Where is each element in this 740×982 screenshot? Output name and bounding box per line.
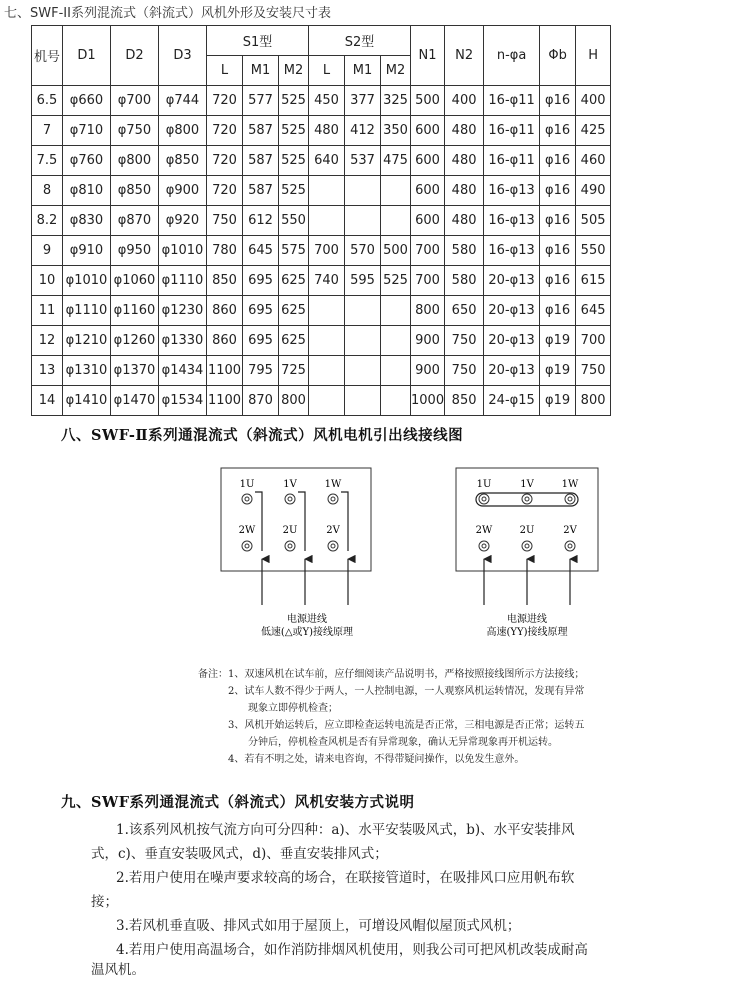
table-cell: 700 bbox=[576, 326, 611, 356]
table-cell bbox=[381, 356, 411, 386]
right-terminal-2w bbox=[479, 541, 489, 551]
table-cell: φ710 bbox=[63, 116, 111, 146]
table-cell: 480 bbox=[445, 146, 484, 176]
table-cell: φ1434 bbox=[159, 356, 207, 386]
table-cell bbox=[309, 206, 345, 236]
table-cell: φ1110 bbox=[63, 296, 111, 326]
header-d3: D3 bbox=[159, 26, 207, 86]
table-row bbox=[32, 266, 611, 296]
table-cell: 8 bbox=[32, 176, 63, 206]
notes-label: 备注： bbox=[198, 669, 228, 680]
table-cell bbox=[381, 296, 411, 326]
table-cell: φ1010 bbox=[159, 236, 207, 266]
table-cell: 570 bbox=[345, 236, 381, 266]
right-label-1w: 1W bbox=[561, 479, 579, 490]
header-model: 机号 bbox=[32, 26, 63, 86]
note-text: 分钟后，停机检查风机是否有异常现象，确认无异常现象再开机运转。 bbox=[248, 737, 558, 748]
table-cell: 720 bbox=[207, 176, 243, 206]
table-cell: 900 bbox=[411, 356, 445, 386]
right-caption-line1: 电源进线 bbox=[507, 614, 547, 625]
note-item bbox=[190, 751, 660, 768]
table-cell: 12 bbox=[32, 326, 63, 356]
right-terminal-2u bbox=[522, 541, 532, 551]
table-cell: 537 bbox=[345, 146, 381, 176]
table-cell: 625 bbox=[279, 296, 309, 326]
table-cell: 800 bbox=[411, 296, 445, 326]
note-number bbox=[228, 734, 248, 751]
install-line-7: 温风机。 bbox=[91, 962, 145, 978]
table-cell: 720 bbox=[207, 116, 243, 146]
table-cell: 400 bbox=[445, 86, 484, 116]
table-cell: φ1260 bbox=[111, 326, 159, 356]
table-cell: 700 bbox=[411, 236, 445, 266]
header-s1-m1: M1 bbox=[243, 56, 279, 86]
install-line-2: 式，c)、垂直安装吸风式，d)、垂直安装排风式； bbox=[91, 846, 388, 862]
table-row bbox=[32, 176, 611, 206]
table-cell: 525 bbox=[279, 116, 309, 146]
note-number: 1、 bbox=[228, 669, 245, 680]
table-cell bbox=[309, 356, 345, 386]
note-text: 若有不明之处，请来电咨询，不得带疑问操作，以免发生意外。 bbox=[244, 754, 525, 765]
table-cell bbox=[345, 326, 381, 356]
table-cell: 525 bbox=[279, 86, 309, 116]
table-cell: 16-φ11 bbox=[484, 146, 540, 176]
table-cell: 750 bbox=[576, 356, 611, 386]
table-cell bbox=[345, 206, 381, 236]
table-cell: 580 bbox=[445, 266, 484, 296]
note-item bbox=[190, 734, 660, 751]
table-cell: φ16 bbox=[540, 236, 576, 266]
right-terminal-1v bbox=[522, 494, 532, 504]
table-cell: φ800 bbox=[159, 116, 207, 146]
table-cell: 10 bbox=[32, 266, 63, 296]
table-cell: φ19 bbox=[540, 386, 576, 416]
table-cell: 600 bbox=[411, 116, 445, 146]
header-s2-m1: M1 bbox=[345, 56, 381, 86]
table-cell bbox=[381, 386, 411, 416]
table-cell: 695 bbox=[243, 296, 279, 326]
table-cell: 800 bbox=[576, 386, 611, 416]
table-row bbox=[32, 146, 611, 176]
table-cell: φ1060 bbox=[111, 266, 159, 296]
install-line-4: 接； bbox=[91, 894, 118, 910]
header-n-phi-a: n-φa bbox=[484, 26, 540, 86]
table-cell: φ16 bbox=[540, 206, 576, 236]
header-d1: D1 bbox=[63, 26, 111, 86]
table-cell: 850 bbox=[207, 266, 243, 296]
header-s2-m2: M2 bbox=[381, 56, 411, 86]
table-row bbox=[32, 386, 611, 416]
table-cell: φ1010 bbox=[63, 266, 111, 296]
header-s2-l: L bbox=[309, 56, 345, 86]
right-label-2v: 2V bbox=[563, 525, 577, 536]
table-cell: 600 bbox=[411, 146, 445, 176]
left-terminal-2u bbox=[285, 541, 295, 551]
table-cell: 8.2 bbox=[32, 206, 63, 236]
table-cell: 587 bbox=[243, 146, 279, 176]
table-cell: 480 bbox=[445, 176, 484, 206]
table-cell: 480 bbox=[445, 116, 484, 146]
table-cell: 20-φ13 bbox=[484, 326, 540, 356]
header-s2: S2型 bbox=[309, 26, 411, 56]
table-cell: 720 bbox=[207, 86, 243, 116]
table-cell: 615 bbox=[576, 266, 611, 296]
table-cell: φ1310 bbox=[63, 356, 111, 386]
table-cell: φ19 bbox=[540, 356, 576, 386]
table-cell bbox=[309, 326, 345, 356]
left-terminal-2v bbox=[328, 541, 338, 551]
header-n2: N2 bbox=[445, 26, 484, 86]
table-cell: 16-φ13 bbox=[484, 176, 540, 206]
table-cell: φ1230 bbox=[159, 296, 207, 326]
header-d2: D2 bbox=[111, 26, 159, 86]
left-terminal-1u bbox=[242, 494, 252, 504]
table-cell: φ870 bbox=[111, 206, 159, 236]
table-cell: 14 bbox=[32, 386, 63, 416]
header-n1: N1 bbox=[411, 26, 445, 86]
table-row bbox=[32, 116, 611, 146]
table-cell: φ1160 bbox=[111, 296, 159, 326]
table-cell: 20-φ13 bbox=[484, 266, 540, 296]
table-cell: φ950 bbox=[111, 236, 159, 266]
header-s1: S1型 bbox=[207, 26, 309, 56]
table-row bbox=[32, 326, 611, 356]
table-cell: 612 bbox=[243, 206, 279, 236]
note-number: 2、 bbox=[228, 686, 245, 697]
table-cell: 795 bbox=[243, 356, 279, 386]
left-label-2v: 2V bbox=[326, 525, 340, 536]
table-cell: 587 bbox=[243, 176, 279, 206]
table-cell bbox=[309, 296, 345, 326]
table-cell: 377 bbox=[345, 86, 381, 116]
table-row bbox=[32, 206, 611, 236]
table-cell: φ16 bbox=[540, 86, 576, 116]
table-cell: 11 bbox=[32, 296, 63, 326]
note-item bbox=[190, 666, 660, 683]
table-cell: 750 bbox=[445, 356, 484, 386]
low-speed-diagram bbox=[221, 468, 371, 638]
table-cell bbox=[345, 386, 381, 416]
table-cell: φ744 bbox=[159, 86, 207, 116]
note-number bbox=[228, 700, 248, 717]
note-text: 现象立即停机检查； bbox=[248, 703, 338, 714]
table-row bbox=[32, 296, 611, 326]
table-cell: 24-φ15 bbox=[484, 386, 540, 416]
table-cell: φ900 bbox=[159, 176, 207, 206]
install-line-1: 1.该系列风机按气流方向可分四种：a)、水平安装吸风式，b)、水平安装排风 bbox=[116, 822, 575, 838]
table-cell: φ1110 bbox=[159, 266, 207, 296]
table-cell: 490 bbox=[576, 176, 611, 206]
table-cell: 1100 bbox=[207, 386, 243, 416]
notes-block bbox=[190, 666, 660, 768]
note-item bbox=[190, 683, 660, 700]
table-cell: 725 bbox=[279, 356, 309, 386]
left-terminal-1w bbox=[328, 494, 338, 504]
right-label-2w: 2W bbox=[475, 525, 493, 536]
table-cell: 550 bbox=[279, 206, 309, 236]
table-cell: 695 bbox=[243, 326, 279, 356]
table-cell: φ1534 bbox=[159, 386, 207, 416]
note-text: 风机开始运转后，应立即检查运转电流是否正常，三相电源是否正常；运转五 bbox=[244, 720, 585, 731]
note-number: 3、 bbox=[228, 720, 245, 731]
table-cell: 600 bbox=[411, 206, 445, 236]
left-terminal-2w bbox=[242, 541, 252, 551]
note-item bbox=[190, 717, 660, 734]
table-cell: 425 bbox=[576, 116, 611, 146]
table-cell bbox=[309, 386, 345, 416]
left-label-2w: 2W bbox=[238, 525, 256, 536]
table-cell: 645 bbox=[243, 236, 279, 266]
table-cell: φ1470 bbox=[111, 386, 159, 416]
install-line-3: 2.若用户使用在噪声要求较高的场合，在联接管道时，在吸排风口应用帆布软 bbox=[116, 870, 575, 886]
right-terminal-2v bbox=[565, 541, 575, 551]
table-cell: 587 bbox=[243, 116, 279, 146]
note-number: 4、 bbox=[228, 754, 245, 765]
table-row bbox=[32, 236, 611, 266]
table-cell: φ920 bbox=[159, 206, 207, 236]
table-cell: φ1410 bbox=[63, 386, 111, 416]
table-cell: 900 bbox=[411, 326, 445, 356]
table-cell bbox=[381, 176, 411, 206]
install-line-6: 4.若用户使用高温场合，如作消防排烟风机使用，则我公司可把风机改装成耐高 bbox=[116, 942, 588, 958]
header-s1-l: L bbox=[207, 56, 243, 86]
table-cell bbox=[345, 356, 381, 386]
table-cell: 7.5 bbox=[32, 146, 63, 176]
table-cell: φ810 bbox=[63, 176, 111, 206]
right-label-1v: 1V bbox=[520, 479, 534, 490]
table-cell: φ660 bbox=[63, 86, 111, 116]
table-cell: φ16 bbox=[540, 116, 576, 146]
table-cell: 20-φ13 bbox=[484, 296, 540, 326]
table-cell: φ760 bbox=[63, 146, 111, 176]
table-cell: 1000 bbox=[411, 386, 445, 416]
table-cell: 350 bbox=[381, 116, 411, 146]
table-cell: 740 bbox=[309, 266, 345, 296]
section-7-title: 七、SWF-II系列混流式（斜流式）风机外形及安装尺寸表 bbox=[4, 6, 331, 21]
right-label-2u: 2U bbox=[519, 525, 535, 536]
table-cell: 580 bbox=[445, 236, 484, 266]
table-cell: φ1370 bbox=[111, 356, 159, 386]
table-cell: 860 bbox=[207, 326, 243, 356]
table-cell: 480 bbox=[309, 116, 345, 146]
table-cell: 1100 bbox=[207, 356, 243, 386]
table-cell: 750 bbox=[207, 206, 243, 236]
table-cell bbox=[345, 176, 381, 206]
table-cell: 16-φ11 bbox=[484, 86, 540, 116]
left-caption-line1: 电源进线 bbox=[287, 614, 327, 625]
table-body bbox=[32, 86, 611, 416]
install-line-5: 3.若风机垂直吸、排风式如用于屋顶上，可增设风帽似屋顶式风机； bbox=[116, 918, 521, 934]
right-caption-line2: 高速(YY)接线原理 bbox=[486, 627, 568, 638]
table-cell: 20-φ13 bbox=[484, 356, 540, 386]
table-cell: 860 bbox=[207, 296, 243, 326]
table-cell: 9 bbox=[32, 236, 63, 266]
table-cell: 500 bbox=[411, 86, 445, 116]
table-cell bbox=[345, 296, 381, 326]
table-cell: φ16 bbox=[540, 176, 576, 206]
table-cell: 870 bbox=[243, 386, 279, 416]
table-cell: 700 bbox=[309, 236, 345, 266]
table-cell: 6.5 bbox=[32, 86, 63, 116]
table-cell bbox=[381, 206, 411, 236]
table-cell: 525 bbox=[279, 146, 309, 176]
wiring-diagram bbox=[0, 455, 740, 645]
table-cell: 525 bbox=[279, 176, 309, 206]
table-cell: 550 bbox=[576, 236, 611, 266]
table-cell: 500 bbox=[381, 236, 411, 266]
table-cell: 13 bbox=[32, 356, 63, 386]
table-cell: φ1210 bbox=[63, 326, 111, 356]
left-link-1u bbox=[255, 492, 262, 551]
table-cell: 400 bbox=[576, 86, 611, 116]
table-cell: 412 bbox=[345, 116, 381, 146]
left-label-1w: 1W bbox=[324, 479, 342, 490]
table-cell: 625 bbox=[279, 266, 309, 296]
table-cell: 16-φ11 bbox=[484, 116, 540, 146]
note-item bbox=[190, 700, 660, 717]
note-text: 双速风机在试车前，应仔细阅读产品说明书，严格按照接线图所示方法接线； bbox=[244, 669, 585, 680]
left-caption-line2: 低速(△或Y)接线原理 bbox=[260, 627, 354, 638]
table-cell: 577 bbox=[243, 86, 279, 116]
table-cell: 645 bbox=[576, 296, 611, 326]
table-cell: φ750 bbox=[111, 116, 159, 146]
table-cell: 850 bbox=[445, 386, 484, 416]
table-cell: φ19 bbox=[540, 326, 576, 356]
left-label-1u: 1U bbox=[239, 479, 255, 490]
table-cell: 525 bbox=[381, 266, 411, 296]
header-phi-b: Φb bbox=[540, 26, 576, 86]
table-cell: 625 bbox=[279, 326, 309, 356]
table-cell: 700 bbox=[411, 266, 445, 296]
table-cell: 750 bbox=[445, 326, 484, 356]
table-cell: 450 bbox=[309, 86, 345, 116]
header-h: H bbox=[576, 26, 611, 86]
table-cell: 780 bbox=[207, 236, 243, 266]
table-cell: 800 bbox=[279, 386, 309, 416]
table-cell: 720 bbox=[207, 146, 243, 176]
table-cell: φ800 bbox=[111, 146, 159, 176]
table-cell: φ850 bbox=[159, 146, 207, 176]
table-cell: φ910 bbox=[63, 236, 111, 266]
dimension-table bbox=[31, 25, 611, 416]
table-cell: 695 bbox=[243, 266, 279, 296]
table-cell: φ16 bbox=[540, 146, 576, 176]
table-cell: 325 bbox=[381, 86, 411, 116]
table-row bbox=[32, 86, 611, 116]
table-cell: φ830 bbox=[63, 206, 111, 236]
table-cell: φ16 bbox=[540, 266, 576, 296]
table-cell: 475 bbox=[381, 146, 411, 176]
high-speed-diagram bbox=[456, 468, 598, 638]
table-cell: 575 bbox=[279, 236, 309, 266]
table-cell: 595 bbox=[345, 266, 381, 296]
right-terminal-1w bbox=[565, 494, 575, 504]
right-terminal-1u bbox=[479, 494, 489, 504]
right-label-1u: 1U bbox=[476, 479, 492, 490]
header-s1-m2: M2 bbox=[279, 56, 309, 86]
table-cell: 600 bbox=[411, 176, 445, 206]
table-cell: 480 bbox=[445, 206, 484, 236]
table-cell: φ850 bbox=[111, 176, 159, 206]
table-cell: 7 bbox=[32, 116, 63, 146]
table-cell bbox=[309, 176, 345, 206]
table-cell: 16-φ13 bbox=[484, 236, 540, 266]
left-link-1w bbox=[341, 492, 348, 551]
section-9-title: 九、SWF系列通混流式（斜流式）风机安装方式说明 bbox=[61, 794, 415, 811]
left-terminal-1v bbox=[285, 494, 295, 504]
table-cell: φ16 bbox=[540, 296, 576, 326]
table-cell: 650 bbox=[445, 296, 484, 326]
table-cell: 16-φ13 bbox=[484, 206, 540, 236]
table-cell: φ1330 bbox=[159, 326, 207, 356]
left-label-2u: 2U bbox=[282, 525, 298, 536]
table-cell bbox=[381, 326, 411, 356]
table-cell: φ700 bbox=[111, 86, 159, 116]
section-8-title: 八、SWF-Ⅱ系列通混流式（斜流式）风机电机引出线接线图 bbox=[61, 427, 464, 444]
table-cell: 640 bbox=[309, 146, 345, 176]
left-label-1v: 1V bbox=[283, 479, 297, 490]
left-link-1v bbox=[298, 492, 305, 551]
note-text: 试车人数不得少于两人，一人控制电源，一人观察风机运转情况，发现有异常 bbox=[244, 686, 585, 697]
table-cell: 460 bbox=[576, 146, 611, 176]
table-cell: 505 bbox=[576, 206, 611, 236]
table-row bbox=[32, 356, 611, 386]
